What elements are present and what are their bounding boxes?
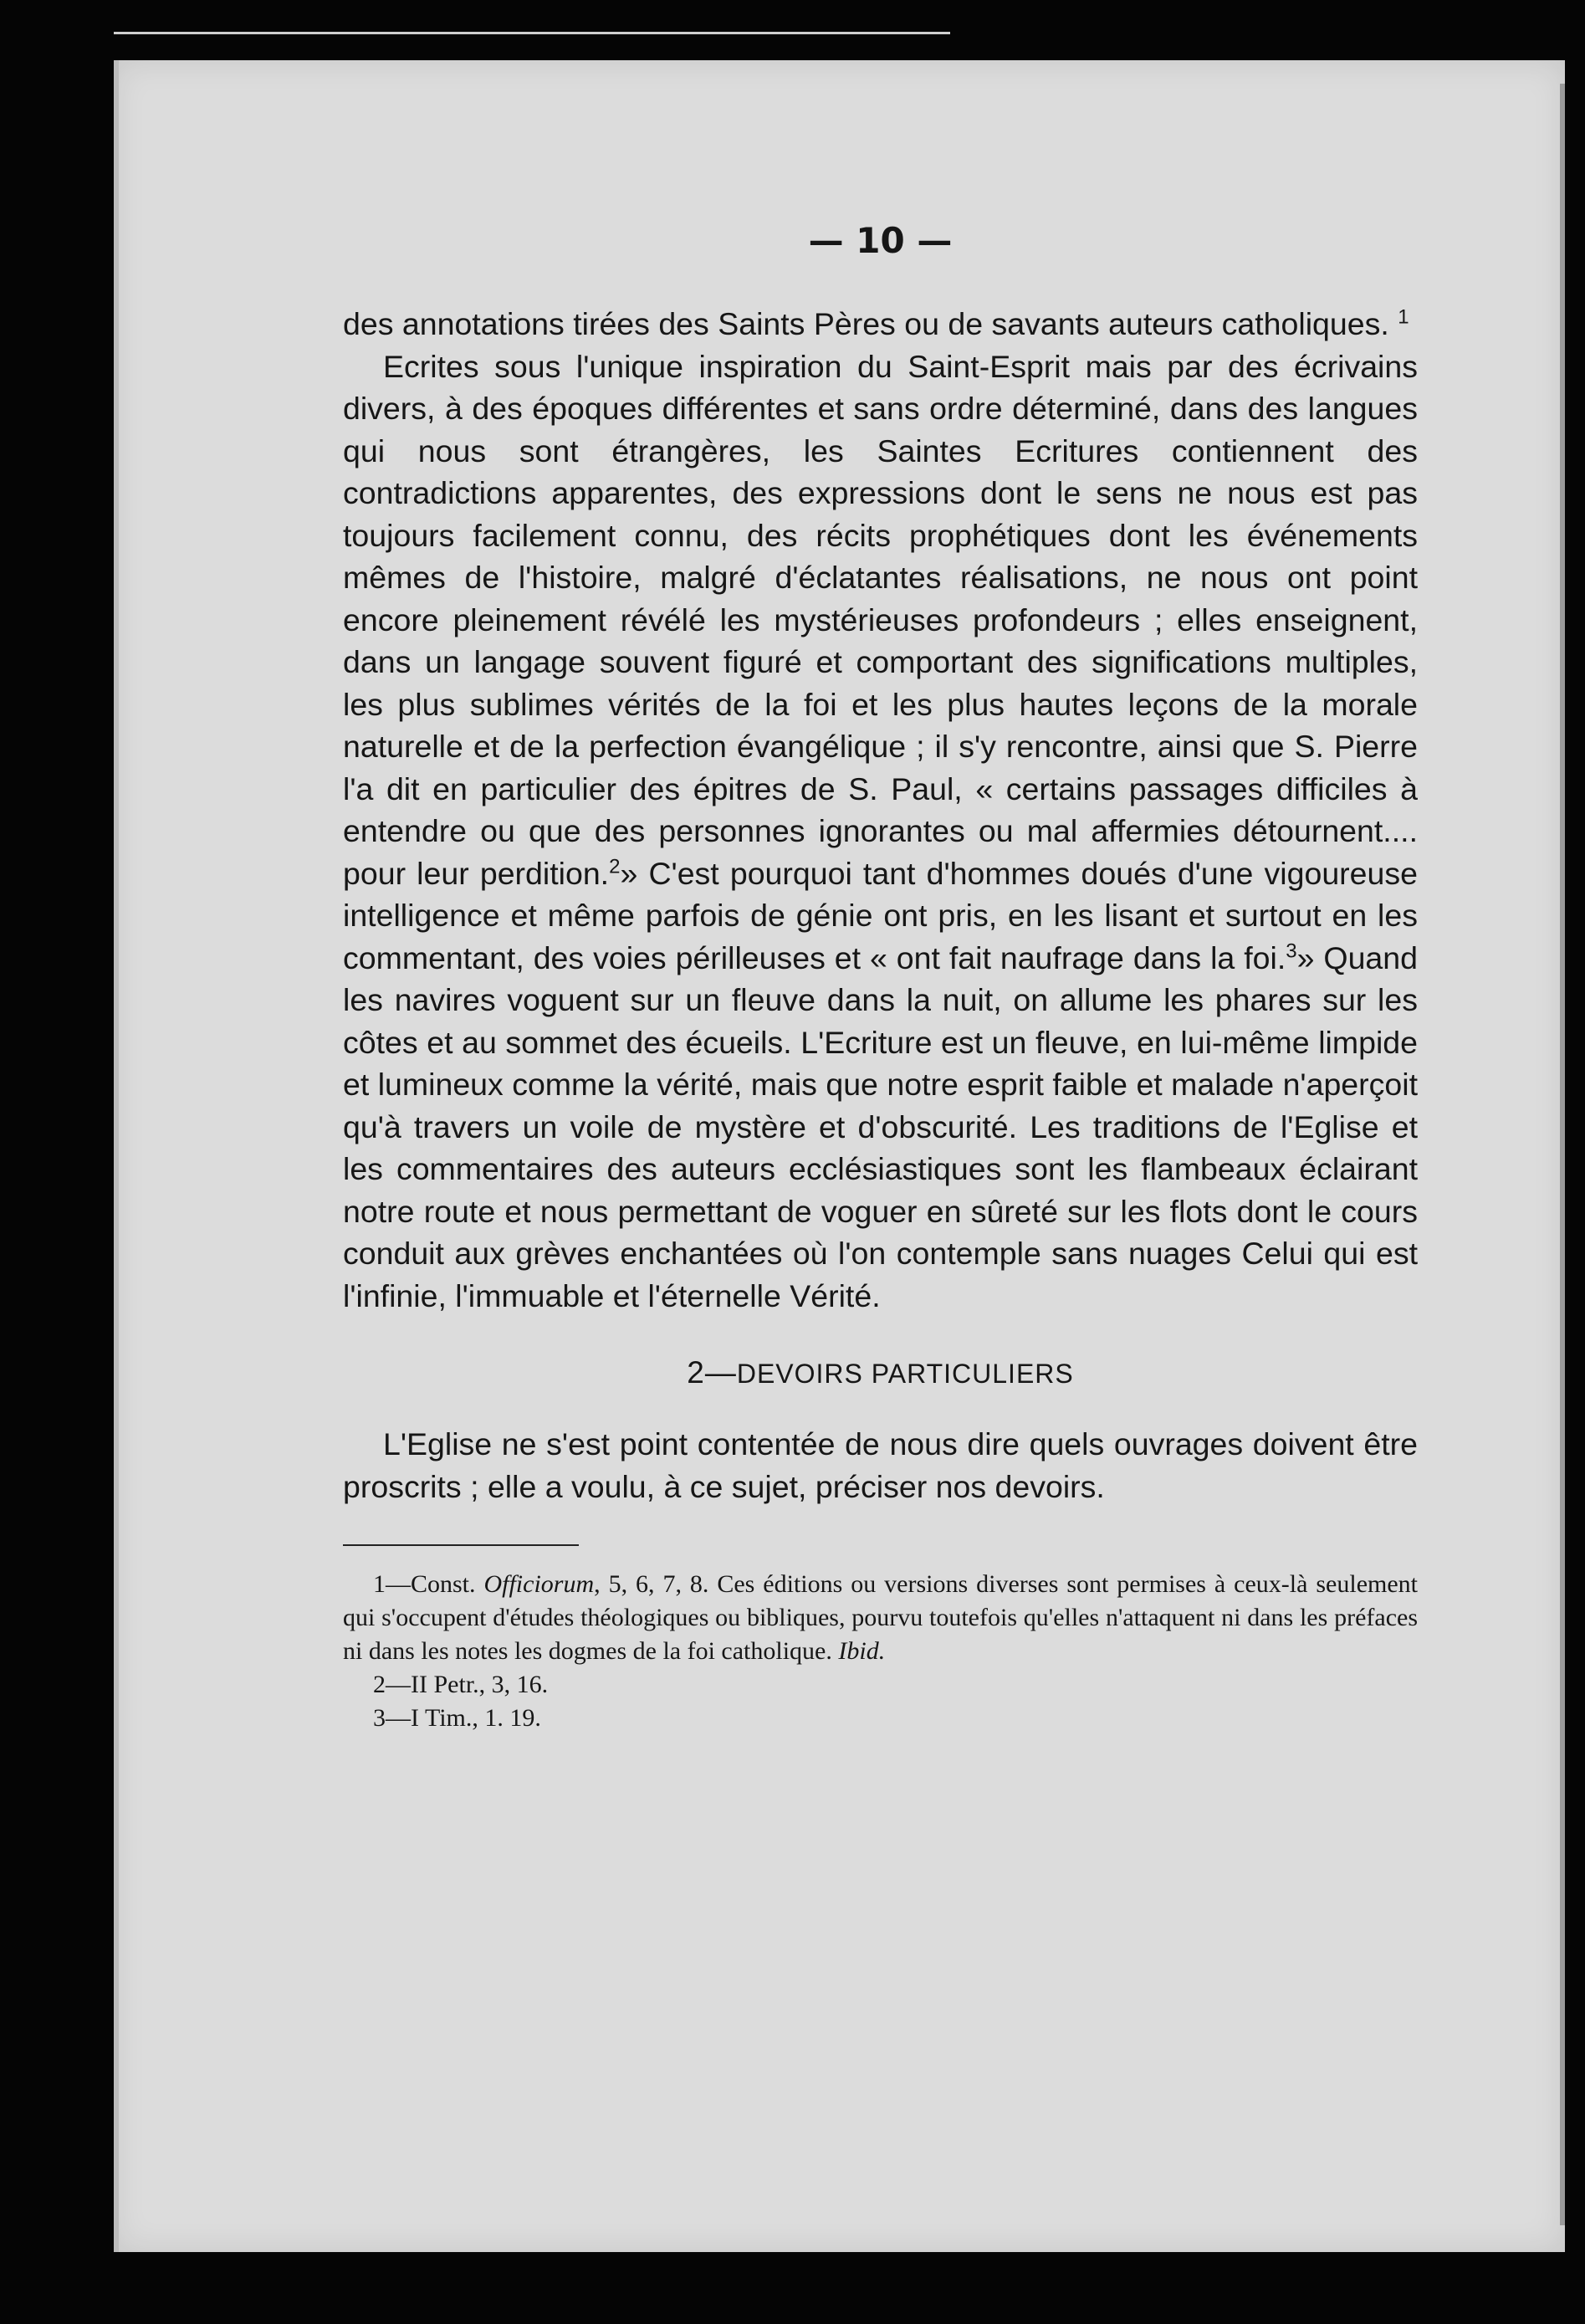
section-title: DEVOIRS PARTICULIERS bbox=[736, 1359, 1074, 1389]
paragraph-1-text: des annotations tirées des Saints Pères ou de savants auteurs catholiques. bbox=[343, 306, 1389, 341]
paragraph-2 bbox=[343, 346, 1418, 1318]
paragraph-3: L'Eglise ne s'est point contentée de nous dire quels ouvrages doivent être proscrits ; elle a voulu, à ce sujet, préciser nos devoirs. bbox=[343, 1426, 1418, 1504]
footnotes bbox=[343, 1568, 1418, 1735]
footnote-divider bbox=[343, 1544, 579, 1546]
footnote-ref-3: 3 bbox=[1286, 939, 1297, 962]
section-number: 2— bbox=[687, 1355, 737, 1390]
paragraph-1 bbox=[343, 303, 1418, 346]
footnote-1-body: , 5, 6, 7, 8. Ces éditions ou versions diverses sont permises à ceux-là seulement qui s'occupent d'études théologiques ou bibliques, pourvu toutefois qu'elles n'attaquent ni dans les préfaces ni dans les notes les dogmes de la foi catholique. bbox=[343, 1570, 1418, 1665]
footnote-ref-2: 2 bbox=[609, 855, 621, 878]
paragraph-2-segment-2: » C'est pourquoi tant d'hommes doués d'une vigoureuse intelligence et même parfois de génie ont pris, en les lisant et surtout en les commentant, des voies périlleuses et « ont fait naufrage dans la foi. bbox=[343, 855, 1418, 975]
scan-right-border bbox=[1560, 84, 1565, 2225]
footnote-1-work: Officiorum bbox=[483, 1570, 595, 1598]
footnote-3: 3—I Tim., 1. 19. bbox=[373, 1704, 541, 1732]
section-heading bbox=[343, 1352, 1418, 1395]
footnote-1-ibid: Ibid. bbox=[838, 1637, 886, 1665]
page-inner-edge bbox=[114, 60, 119, 2252]
paragraph-2-segment-1: Ecrites sous l'unique inspiration du Saint-Esprit mais par des écrivains divers, à des époques différentes et sans ordre déterminé, dans des langues qui nous sont étrangères, les Saintes Ecritures contiennent des contradictions apparentes, des expressions dont le sens ne nous est pas toujours facilement connu, des récits prophétiques dont les événements mêmes de l'histoire, malgré d'éclatantes réalisations, ne nous ont point encore pleinement révélé les mystérieuses profondeurs ; elles enseignent, dans un langage souvent figuré et comportant des significations multiples, les plus sublimes vérités de la foi et les plus hautes leçons de la morale naturelle et de la perfection évangélique ; il s'y rencontre, ainsi que S. Pierre l'a dit en particulier des épitres de S. Paul, « certains passages difficiles à entendre ou que des personnes ignorantes ou mal affermies détournent.... pour leur perdition. bbox=[343, 348, 1418, 891]
page-content bbox=[343, 216, 1418, 1735]
paragraph-2-segment-3: » Quand les navires voguent sur un fleuve dans la nuit, on allume les phares sur les côtes et au sommet des écueils. L'Ecriture est un fleuve, en lui-même limpide et lumineux comme la vérité, mais que notre esprit faible et malade n'aperçoit qu'à travers un voile de mystère et d'obscurité. Les traditions de l'Eglise et les commentaires des auteurs ecclésiastiques sont les flambeaux éclairant notre route et nous permettant de voguer en sûreté sur les flots dont le cours conduit aux grèves enchantées où l'on contemple sans nuages Celui qui est l'infinie, l'immuable et l'éternelle Vérité. bbox=[343, 939, 1418, 1313]
scan-top-border bbox=[114, 32, 950, 34]
footnote-1 bbox=[343, 1568, 1418, 1668]
footnote-2: 2—II Petr., 3, 16. bbox=[373, 1671, 549, 1698]
footnote-1-prefix: 1—Const. bbox=[373, 1570, 484, 1598]
page-number: — 10 — bbox=[808, 220, 953, 261]
footnote-ref-1: 1 bbox=[1398, 305, 1409, 329]
